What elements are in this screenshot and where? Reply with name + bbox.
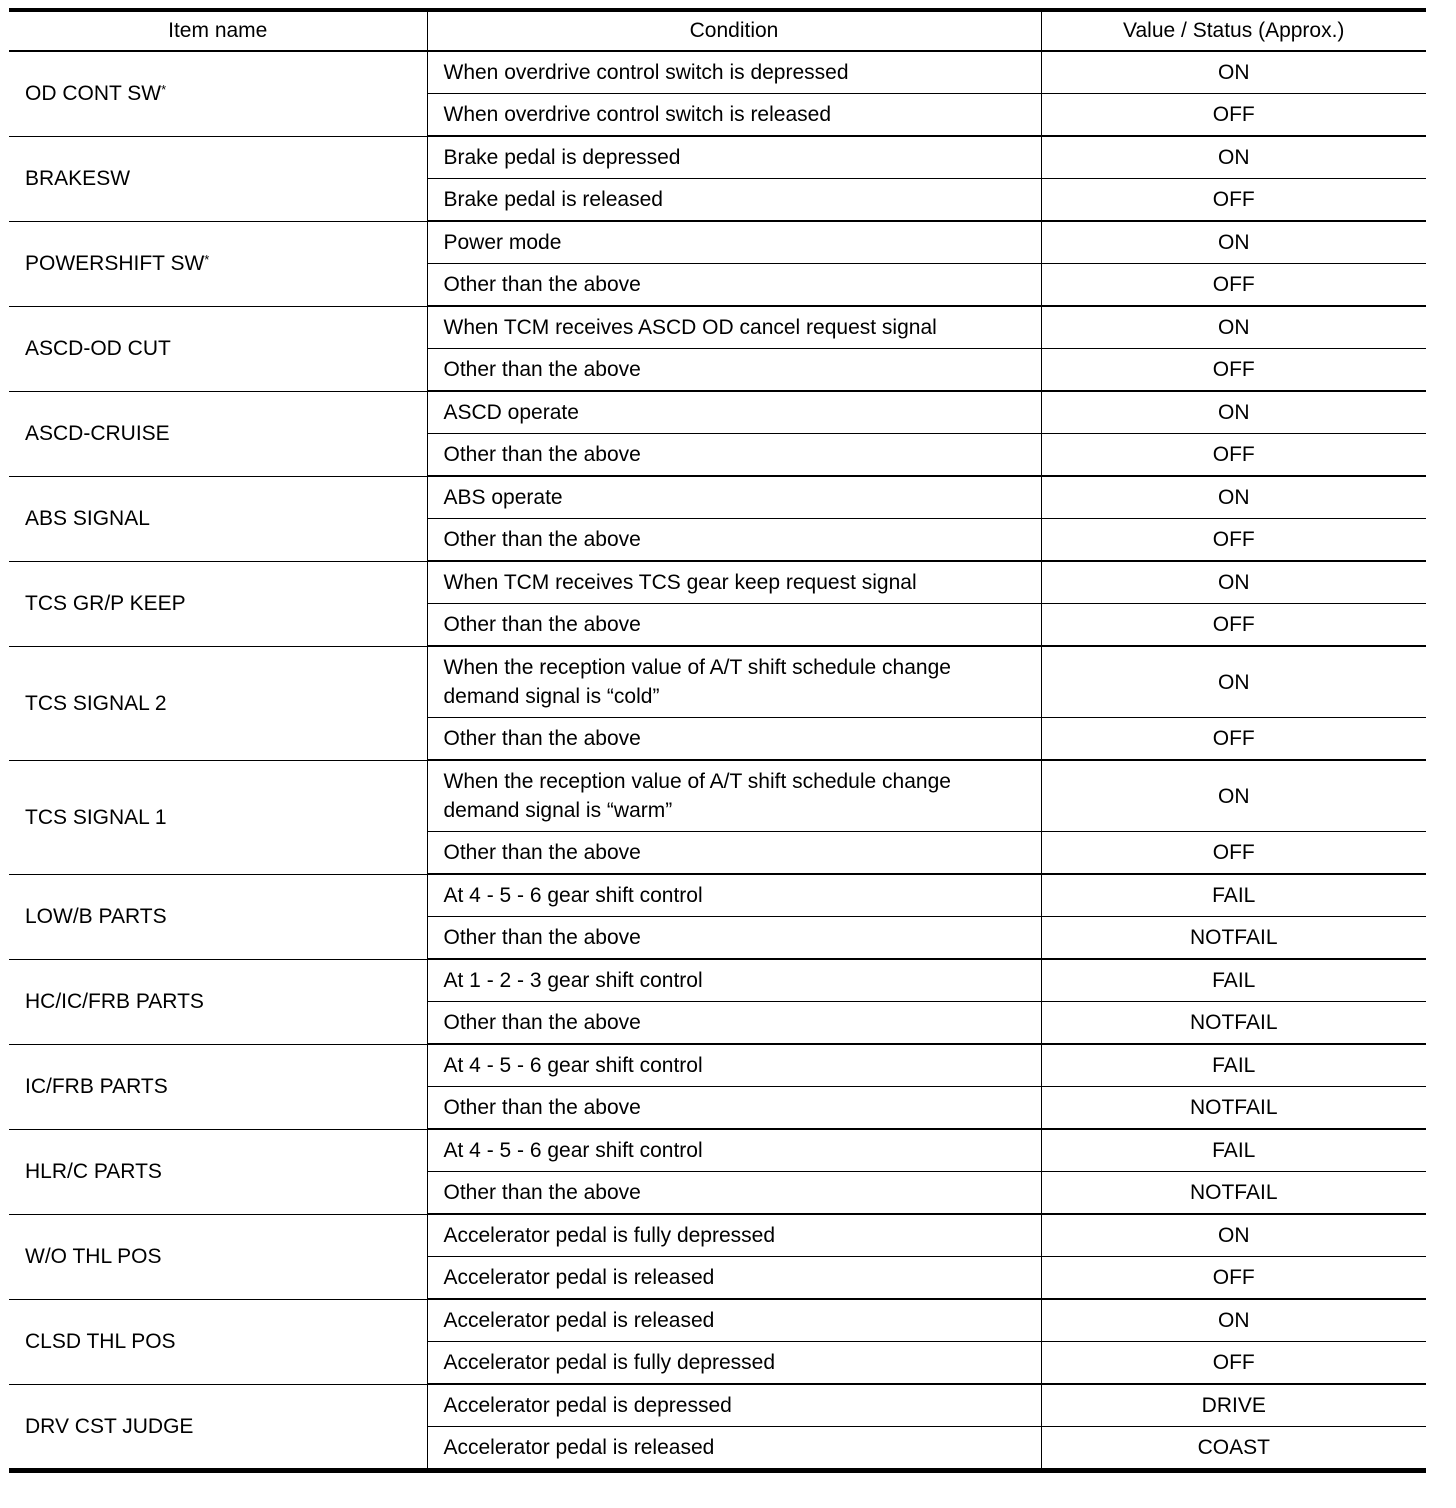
value-status-cell: NOTFAIL — [1041, 917, 1426, 960]
condition-cell: Other than the above — [427, 1087, 1041, 1130]
condition-cell: When the reception value of A/T shift schedule change demand signal is “warm” — [427, 760, 1041, 832]
condition-cell: Power mode — [427, 221, 1041, 264]
value-status-cell: FAIL — [1041, 959, 1426, 1002]
table-row — [9, 646, 1426, 718]
item-name-cell — [9, 1044, 427, 1129]
item-name-cell — [9, 959, 427, 1044]
table-row — [9, 561, 1426, 604]
value-status-cell: ON — [1041, 306, 1426, 349]
value-status-cell: ON — [1041, 1214, 1426, 1257]
item-name: OD CONT SW — [25, 82, 162, 106]
condition-cell: Accelerator pedal is depressed — [427, 1384, 1041, 1427]
item-name: ASCD-OD CUT — [25, 337, 171, 360]
value-status-cell: ON — [1041, 646, 1426, 718]
condition-cell: Other than the above — [427, 917, 1041, 960]
header-condition: Condition — [427, 10, 1041, 51]
item-name-cell — [9, 306, 427, 391]
value-status-cell: ON — [1041, 51, 1426, 94]
value-status-cell: FAIL — [1041, 1129, 1426, 1172]
value-status-cell: ON — [1041, 561, 1426, 604]
value-status-cell: OFF — [1041, 1342, 1426, 1385]
table-row — [9, 1384, 1426, 1427]
item-name: TCS GR/P KEEP — [25, 592, 186, 615]
item-name: LOW/B PARTS — [25, 905, 167, 928]
item-name-cell — [9, 476, 427, 561]
value-status-cell: OFF — [1041, 434, 1426, 477]
item-name-cell — [9, 561, 427, 646]
table-row — [9, 1129, 1426, 1172]
value-status-cell: OFF — [1041, 179, 1426, 222]
item-name-cell — [9, 1299, 427, 1384]
value-status-cell: OFF — [1041, 832, 1426, 875]
item-name: ABS SIGNAL — [25, 507, 150, 530]
condition-cell: Other than the above — [427, 349, 1041, 392]
item-name: TCS SIGNAL 2 — [25, 691, 167, 715]
item-name: HC/IC/FRB PARTS — [25, 990, 204, 1013]
value-status-cell: COAST — [1041, 1427, 1426, 1471]
condition-cell: When TCM receives ASCD OD cancel request signal — [427, 306, 1041, 349]
header-value-status: Value / Status (Approx.) — [1041, 10, 1426, 51]
value-status-cell: ON — [1041, 136, 1426, 179]
condition-cell: Other than the above — [427, 434, 1041, 477]
value-status-cell: FAIL — [1041, 874, 1426, 917]
condition-cell: ABS operate — [427, 476, 1041, 519]
item-name: CLSD THL POS — [25, 1330, 176, 1353]
condition-cell: Other than the above — [427, 264, 1041, 307]
item-name-cell — [9, 391, 427, 476]
item-name: BRAKESW — [25, 167, 131, 190]
item-name: DRV CST JUDGE — [25, 1414, 194, 1438]
condition-cell: When overdrive control switch is depressed — [427, 51, 1041, 94]
condition-cell: At 4 - 5 - 6 gear shift control — [427, 1044, 1041, 1087]
condition-cell: Accelerator pedal is fully depressed — [427, 1342, 1041, 1385]
item-name-cell — [9, 1129, 427, 1214]
table-row — [9, 306, 1426, 349]
table-row — [9, 1214, 1426, 1257]
item-name-cell — [9, 1214, 427, 1299]
condition-cell: When TCM receives TCS gear keep request signal — [427, 561, 1041, 604]
condition-cell: When the reception value of A/T shift schedule change demand signal is “cold” — [427, 646, 1041, 718]
condition-cell: Brake pedal is depressed — [427, 136, 1041, 179]
value-status-cell: OFF — [1041, 94, 1426, 137]
condition-cell: Other than the above — [427, 519, 1041, 562]
item-name-cell — [9, 646, 427, 760]
value-status-cell: OFF — [1041, 718, 1426, 761]
item-name: ASCD-CRUISE — [25, 422, 170, 445]
table-row — [9, 221, 1426, 264]
table-row — [9, 760, 1426, 832]
condition-cell: Accelerator pedal is released — [427, 1299, 1041, 1342]
table-row — [9, 476, 1426, 519]
item-name-cell — [9, 136, 427, 221]
value-status-cell: NOTFAIL — [1041, 1172, 1426, 1215]
condition-cell: Accelerator pedal is fully depressed — [427, 1214, 1041, 1257]
condition-cell: ASCD operate — [427, 391, 1041, 434]
value-status-cell: OFF — [1041, 519, 1426, 562]
spec-table-container — [9, 8, 1426, 1473]
item-name-cell — [9, 760, 427, 874]
condition-cell: At 1 - 2 - 3 gear shift control — [427, 959, 1041, 1002]
header-row — [9, 10, 1426, 51]
value-status-cell: NOTFAIL — [1041, 1002, 1426, 1045]
table-row — [9, 1299, 1426, 1342]
item-name-cell — [9, 51, 427, 136]
value-status-cell: ON — [1041, 221, 1426, 264]
value-status-cell: DRIVE — [1041, 1384, 1426, 1427]
item-name: W/O THL POS — [25, 1245, 162, 1268]
value-status-cell: OFF — [1041, 264, 1426, 307]
table-row — [9, 51, 1426, 94]
condition-cell: Brake pedal is released — [427, 179, 1041, 222]
value-status-cell: ON — [1041, 760, 1426, 832]
item-name-cell — [9, 1384, 427, 1471]
item-name: POWERSHIFT SW — [25, 252, 205, 275]
value-status-cell: ON — [1041, 391, 1426, 434]
item-name: TCS SIGNAL 1 — [25, 805, 167, 829]
item-name-cell — [9, 874, 427, 959]
table-row — [9, 959, 1426, 1002]
footnote-mark: * — [161, 82, 167, 98]
condition-cell: Other than the above — [427, 718, 1041, 761]
condition-cell: Other than the above — [427, 604, 1041, 647]
condition-cell: Other than the above — [427, 1002, 1041, 1045]
value-status-cell: OFF — [1041, 1257, 1426, 1300]
value-status-cell: OFF — [1041, 349, 1426, 392]
table-row — [9, 874, 1426, 917]
condition-cell: At 4 - 5 - 6 gear shift control — [427, 874, 1041, 917]
condition-cell: Accelerator pedal is released — [427, 1427, 1041, 1471]
condition-cell: When overdrive control switch is released — [427, 94, 1041, 137]
value-status-cell: NOTFAIL — [1041, 1087, 1426, 1130]
header-item-name: Item name — [9, 10, 427, 51]
condition-cell: Accelerator pedal is released — [427, 1257, 1041, 1300]
value-status-cell: ON — [1041, 476, 1426, 519]
item-name: HLR/C PARTS — [25, 1160, 162, 1183]
condition-cell: At 4 - 5 - 6 gear shift control — [427, 1129, 1041, 1172]
condition-cell: Other than the above — [427, 1172, 1041, 1215]
table-body — [9, 51, 1426, 1471]
value-status-cell: FAIL — [1041, 1044, 1426, 1087]
item-name-cell — [9, 221, 427, 306]
table-row — [9, 1044, 1426, 1087]
value-status-cell: OFF — [1041, 604, 1426, 647]
condition-cell: Other than the above — [427, 832, 1041, 875]
table-row — [9, 391, 1426, 434]
value-status-cell: ON — [1041, 1299, 1426, 1342]
table-row — [9, 136, 1426, 179]
item-condition-value-table — [9, 8, 1426, 1473]
item-name: IC/FRB PARTS — [25, 1075, 168, 1098]
footnote-mark: * — [204, 252, 210, 267]
